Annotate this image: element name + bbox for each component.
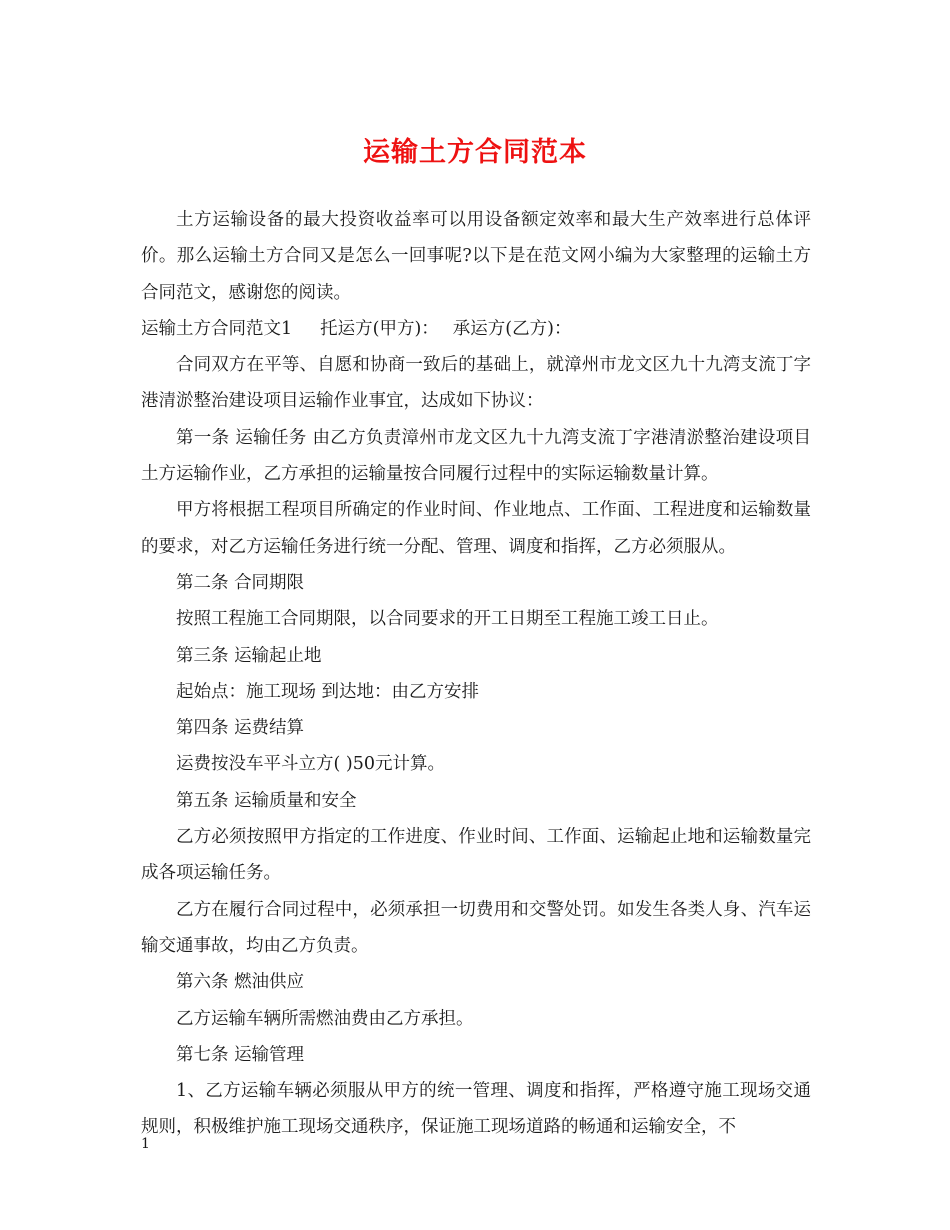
body-paragraph: 甲方将根据工程项目所确定的作业时间、作业地点、工作面、工程进度和运输数量的要求，对乙方运输任务进行统一分配、管理、调度和指挥，乙方必须服从。 [141, 500, 811, 557]
body-paragraph: 乙方运输车辆所需燃油费由乙方承担。 [176, 1008, 474, 1029]
article-7-heading: 第七条 运输管理 [176, 1044, 305, 1065]
article-1-paragraph: 第一条 运输任务 由乙方负责漳州市龙文区九十九湾支流丁字港清淤整治建设项目土方运输作业，乙方承担的运输量按合同履行过程中的实际运输数量计算。 [141, 427, 811, 485]
article-3-heading: 第三条 运输起止地 [176, 645, 322, 666]
intro-paragraph: 土方运输设备的最大投资收益率可以用设备额定效率和最大生产效率进行总体评价。那么运输土方合同又是怎么一回事呢?以下是在范文网小编为大家整理的运输土方合同范文，感谢您的阅读。 [141, 210, 811, 303]
contract-heading-line [141, 311, 811, 347]
body-paragraph: 起始点：施工现场 到达地：由乙方安排 [176, 681, 480, 702]
body-paragraph: 按照工程施工合同期限，以合同要求的开工日期至工程施工竣工日止。 [176, 609, 719, 630]
shipper-label: 托运方(甲方)： [320, 318, 439, 339]
body-paragraph: 乙方在履行合同过程中，必须承担一切费用和交警处罚。如发生各类人身、汽车运输交通事故，均由乙方负责。 [141, 899, 811, 956]
body-paragraph: 运费按没车平斗立方( )50元计算。 [176, 754, 445, 775]
page-number: 1 [141, 1136, 150, 1152]
article-2-heading: 第二条 合同期限 [176, 572, 305, 593]
carrier-label: 承运方(乙方)： [452, 318, 572, 339]
article-4-heading: 第四条 运费结算 [176, 718, 305, 739]
article-6-heading: 第六条 燃油供应 [176, 972, 305, 993]
article-5-heading: 第五条 运输质量和安全 [176, 790, 357, 811]
document-body [141, 202, 811, 1146]
body-paragraph: 1、乙方运输车辆必须服从甲方的统一管理、调度和指挥，严格遵守施工现场交通规则，积极维护施工现场交通秩序，保证施工现场道路的畅通和运输安全，不 [141, 1081, 811, 1138]
body-paragraph: 乙方必须按照甲方指定的工作进度、作业时间、工作面、运输起止地和运输数量完成各项运输任务。 [141, 827, 811, 884]
document-title: 运输土方合同范本 [363, 137, 587, 168]
contract-sample-label: 运输土方合同范文1 [141, 318, 293, 339]
body-paragraph: 合同双方在平等、自愿和协商一致后的基础上，就漳州市龙文区九十九湾支流丁字港清淤整治建设项目运输作业事宜，达成如下协议： [141, 355, 811, 412]
